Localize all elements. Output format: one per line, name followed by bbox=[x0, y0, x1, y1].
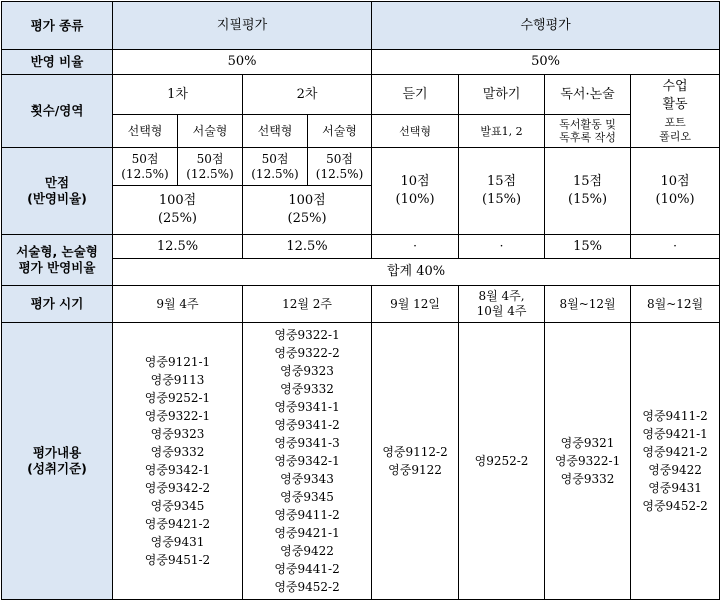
timing-class: 8월~12월 bbox=[631, 286, 720, 323]
type-speaking: 발표1, 2 bbox=[459, 115, 545, 148]
standard-code: 영중9112-2 bbox=[382, 445, 448, 459]
essay-ratio-label bbox=[2, 235, 113, 286]
standard-code: 영중9322-1 bbox=[274, 328, 340, 342]
content-class bbox=[631, 323, 720, 600]
essay-ratio-reading: 15% bbox=[545, 235, 631, 259]
timing-label: 평가 시기 bbox=[2, 286, 113, 323]
essay-ratio-listening: · bbox=[372, 235, 459, 259]
score-ratio: (10%) bbox=[395, 192, 435, 207]
area-reading: 독서·논술 bbox=[545, 75, 631, 115]
score-second-essay bbox=[308, 148, 372, 186]
score-ratio: (15%) bbox=[568, 192, 608, 207]
ratio-row bbox=[2, 50, 720, 75]
header-row bbox=[2, 2, 720, 50]
area-class-line2: 활동 bbox=[662, 97, 688, 112]
score-value: 100점 bbox=[288, 193, 326, 208]
score-ratio: (15%) bbox=[482, 192, 522, 207]
type-listening: 선택형 bbox=[372, 115, 459, 148]
standard-code: 영중9343 bbox=[280, 472, 334, 486]
standard-code: 영중9322-1 bbox=[144, 409, 211, 423]
essay-ratio-label-line1: 서술형, 논술형 bbox=[16, 244, 98, 259]
standard-code: 영중9122 bbox=[388, 463, 442, 477]
header-type-label: 평가 종류 bbox=[2, 2, 113, 50]
standard-code: 영중9342-2 bbox=[144, 481, 211, 495]
score-first-essay bbox=[178, 148, 243, 186]
essay-ratio-speaking: · bbox=[459, 235, 545, 259]
standard-code: 영중9421-2 bbox=[144, 517, 211, 531]
standard-code: 영9252-2 bbox=[474, 454, 529, 468]
standard-code: 영중9452-2 bbox=[274, 580, 340, 594]
content-listening bbox=[372, 323, 459, 600]
score-value: 10점 bbox=[660, 174, 690, 189]
standard-code: 영중9342-1 bbox=[274, 454, 340, 468]
area-class-line1: 수업 bbox=[662, 79, 688, 94]
standard-code: 영중9345 bbox=[150, 499, 205, 513]
standard-code: 영중9451-2 bbox=[144, 553, 211, 567]
score-first-choice bbox=[113, 148, 178, 186]
rounds-label: 횟수/영역 bbox=[2, 75, 113, 148]
standard-code: 영중9323 bbox=[150, 427, 205, 441]
score-label bbox=[2, 148, 113, 235]
score-label-line1: 만점 bbox=[44, 175, 70, 190]
timing-speaking bbox=[459, 286, 545, 323]
score-first-total bbox=[113, 186, 243, 235]
standard-code: 영중9422 bbox=[648, 463, 702, 477]
standard-code: 영중9332 bbox=[560, 472, 615, 486]
content-label-line2: (성취기준) bbox=[27, 461, 87, 476]
rounds-row bbox=[2, 75, 720, 115]
type-reading-line2: 독후록 작성 bbox=[559, 131, 616, 144]
score-speaking bbox=[459, 148, 545, 235]
standard-code: 영중9332 bbox=[280, 382, 334, 396]
timing-first: 9월 4주 bbox=[113, 286, 243, 323]
content-second bbox=[243, 323, 372, 600]
standard-code: 영중9113 bbox=[150, 373, 205, 387]
score-ratio: (25%) bbox=[157, 211, 198, 226]
timing-row bbox=[2, 286, 720, 323]
header-performance: 수행평가 bbox=[372, 2, 720, 50]
score-class bbox=[631, 148, 720, 235]
standard-code: 영중9411-2 bbox=[642, 409, 708, 423]
score-row-a bbox=[2, 148, 720, 186]
standard-code: 영중9345 bbox=[280, 490, 334, 504]
content-first bbox=[113, 323, 243, 600]
standard-code: 영중9411-2 bbox=[274, 508, 340, 522]
standard-code: 영중9332 bbox=[150, 445, 205, 459]
essay-ratio-total: 합계 40% bbox=[113, 259, 720, 286]
score-reading bbox=[545, 148, 631, 235]
score-ratio: (12.5%) bbox=[315, 166, 364, 181]
score-value: 15점 bbox=[572, 174, 603, 189]
essay-ratio-second: 12.5% bbox=[243, 235, 372, 259]
score-ratio: (25%) bbox=[287, 211, 327, 226]
standard-code: 영중9341-1 bbox=[274, 400, 340, 414]
score-ratio: (12.5%) bbox=[186, 166, 234, 181]
type-second-essay: 서술형 bbox=[308, 115, 372, 148]
standard-code: 영중9431 bbox=[150, 535, 205, 549]
ratio-performance: 50% bbox=[372, 50, 720, 75]
type-portfolio-line2: 폴리오 bbox=[659, 130, 692, 143]
standard-code: 영중9322-1 bbox=[554, 454, 621, 468]
score-ratio: (10%) bbox=[655, 192, 695, 207]
content-row bbox=[2, 323, 720, 600]
type-first-essay: 서술형 bbox=[178, 115, 243, 148]
score-value: 10점 bbox=[400, 174, 430, 189]
header-written: 지필평가 bbox=[113, 2, 372, 50]
content-label-line1: 평가내용 bbox=[32, 445, 82, 460]
standard-code: 영중9431 bbox=[648, 481, 702, 495]
essay-ratio-first: 12.5% bbox=[113, 235, 243, 259]
round-first: 1차 bbox=[113, 75, 243, 115]
standard-code: 영중9441-2 bbox=[274, 562, 340, 576]
content-reading bbox=[545, 323, 631, 600]
standard-code: 영중9421-1 bbox=[274, 526, 340, 540]
standard-code: 영중9342-1 bbox=[144, 463, 211, 477]
score-second-choice bbox=[243, 148, 308, 186]
standard-code: 영중9341-3 bbox=[274, 436, 340, 450]
score-value: 50점 bbox=[196, 151, 224, 166]
essay-ratio-row-a bbox=[2, 235, 720, 259]
standard-code: 영중9252-1 bbox=[144, 391, 211, 405]
timing-speaking-line2: 10월 4주 bbox=[476, 304, 527, 318]
standard-code: 영중9421-2 bbox=[642, 445, 708, 459]
round-second: 2차 bbox=[243, 75, 372, 115]
score-value: 50점 bbox=[326, 151, 353, 166]
score-value: 50점 bbox=[261, 151, 289, 166]
assessment-plan-table bbox=[1, 1, 720, 600]
standard-code: 영중9323 bbox=[280, 364, 334, 378]
standard-code: 영중9421-1 bbox=[642, 427, 708, 441]
score-value: 50점 bbox=[131, 151, 159, 166]
standard-code: 영중9341-2 bbox=[274, 418, 340, 432]
type-portfolio-line1: 포트 bbox=[664, 116, 686, 129]
type-reading-line1: 독서활동 및 bbox=[559, 118, 616, 131]
standard-code: 영중9321 bbox=[560, 436, 615, 450]
area-speaking: 말하기 bbox=[459, 75, 545, 115]
score-ratio: (12.5%) bbox=[251, 166, 299, 181]
type-second-choice: 선택형 bbox=[243, 115, 308, 148]
ratio-label: 반영 비율 bbox=[2, 50, 113, 75]
type-reading bbox=[545, 115, 631, 148]
content-speaking bbox=[459, 323, 545, 600]
score-ratio: (12.5%) bbox=[121, 166, 169, 181]
timing-second: 12월 2주 bbox=[243, 286, 372, 323]
type-first-choice: 선택형 bbox=[113, 115, 178, 148]
score-label-line2: (반영비율) bbox=[27, 191, 87, 206]
area-class-activity bbox=[631, 75, 720, 148]
ratio-written: 50% bbox=[113, 50, 372, 75]
standard-code: 영중9121-1 bbox=[144, 355, 211, 369]
score-value: 15점 bbox=[486, 174, 517, 189]
score-listening bbox=[372, 148, 459, 235]
timing-reading: 8월~12월 bbox=[545, 286, 631, 323]
score-second-total bbox=[243, 186, 372, 235]
timing-listening: 9월 12일 bbox=[372, 286, 459, 323]
standard-code: 영중9322-2 bbox=[274, 346, 340, 360]
content-label bbox=[2, 323, 113, 600]
area-listening: 듣기 bbox=[372, 75, 459, 115]
essay-ratio-class: · bbox=[631, 235, 720, 259]
essay-ratio-label-line2: 평가 반영비율 bbox=[18, 260, 96, 275]
standard-code: 영중9452-2 bbox=[642, 499, 708, 513]
score-value: 100점 bbox=[158, 193, 197, 208]
standard-code: 영중9422 bbox=[280, 544, 334, 558]
timing-speaking-line1: 8월 4주, bbox=[478, 289, 525, 303]
